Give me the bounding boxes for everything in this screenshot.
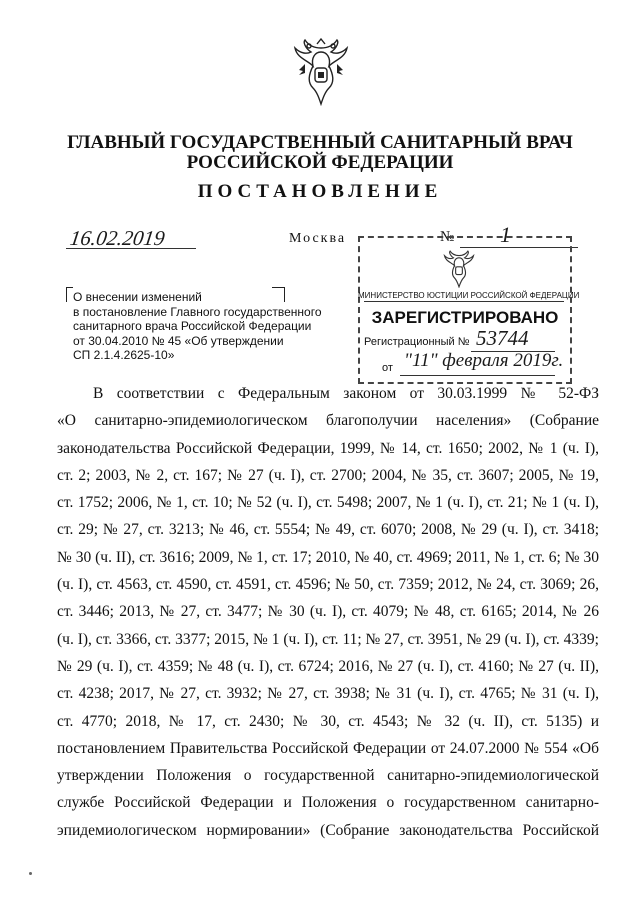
subject-line: от 30.04.2010 № 45 «Об утверждении — [73, 333, 284, 348]
body-line: «О санитарно-эпидемиологическом благополучии населения» (Собрание — [57, 412, 599, 430]
body-line: В соответствии с Федеральным законом от 30.03.1999 № 52-ФЗ — [93, 385, 599, 402]
issuing-authority-line2: РОССИЙСКОЙ ФЕДЕРАЦИИ — [186, 152, 454, 173]
body-line: ст. 1752; 2006, № 1, ст. 10; № 52 (ч. I), ст. 5498; 2007, № 1 (ч. I), ст. 21; № 1 (ч. I), — [57, 494, 599, 512]
stamp-reg-number-label: Регистрационный № — [364, 336, 470, 348]
subject-line: СП 2.1.4.2625-10» — [73, 348, 175, 363]
body-line: № 30 (ч. II), ст. 3616; 2009, № 1, ст. 17; 2010, № 40, ст. 4969; 2011, № 1, ст. 6; № 30 — [57, 548, 599, 566]
document-number-label: № — [440, 229, 455, 245]
coat-of-arms-icon — [291, 38, 351, 106]
subject-line: санитарного врача Российской Федерации — [73, 319, 312, 334]
document-type-title: ПОСТАНОВЛЕНИЕ — [197, 181, 443, 202]
document-body — [57, 380, 599, 844]
issuing-authority-line1: ГЛАВНЫЙ ГОСУДАРСТВЕННЫЙ САНИТАРНЫЙ ВРАЧ — [67, 132, 573, 153]
body-line: ст. 3446; 2013, № 27, ст. 3477; № 30 (ч. I), ст. 4079; № 48, ст. 6165; 2014, № 26 — [57, 603, 599, 621]
stamp-reg-number: 53744 — [476, 326, 529, 350]
body-line: эпидемиологическом нормировании» (Собрание законодательства Российской — [57, 821, 599, 839]
body-line: службе Российской Федерации и Положения о государственном санитарно- — [57, 794, 599, 812]
date-underline — [66, 248, 196, 249]
body-line: законодательства Российской Федерации, 1999, № 14, ст. 1650; 2002, № 1 (ч. I), — [57, 439, 599, 457]
document-number: 1 — [500, 222, 511, 247]
document-city: Москва — [289, 231, 347, 246]
stamp-coat-of-arms-icon — [442, 250, 476, 288]
body-line: постановлением Правительства Российской Федерации от 24.07.2000 № 554 «Об — [57, 739, 599, 757]
subject-line: О внесении изменений — [73, 290, 202, 304]
stamp-from-date: "11" февраля 2019г. — [404, 350, 564, 371]
registration-stamp — [358, 236, 580, 384]
body-line: ст. 4770; 2018, № 17, ст. 2430; № 30, ст. 4543; № 32 (ч. II), ст. 5135) и — [57, 712, 599, 730]
body-line: (ч. I), ст. 4563, ст. 4590, ст. 4591, ст. 4596; № 50, ст. 7359; 2012, № 24, ст. 3069; 26, — [57, 576, 599, 594]
body-line: № 29 (ч. I), ст. 4359; № 48 (ч. I), ст. 6724; 2016, № 27 (ч. I), ст. 4160; № 27 (ч. II), — [57, 657, 599, 675]
stamp-from-label: от — [382, 362, 393, 374]
stamp-divider — [364, 301, 564, 302]
body-line: (ч. I), ст. 3366, ст. 3377; 2015, № 1 (ч. I), ст. 11; № 27, ст. 3951, № 29 (ч. I), ст. 4339; — [57, 630, 599, 648]
scan-speck — [29, 872, 32, 875]
body-line: ст. 4238; 2017, № 27, ст. 3932; № 27, ст. 3938; № 31 (ч. I), ст. 4765; № 31 (ч. I), — [57, 685, 599, 703]
stamp-registered-label: ЗАРЕГИСТРИРОВАНО — [371, 308, 559, 327]
body-line: утверждении Положения о государственной санитарно-эпидемиологической — [57, 767, 599, 785]
body-line: ст. 29; № 27, ст. 3213; № 46, ст. 5554; № 49, ст. 6070; 2008, № 29 (ч. I), ст. 3418; — [57, 521, 599, 539]
subject-bracket-left — [66, 287, 73, 302]
stamp-from-underline — [400, 375, 555, 376]
stamp-ministry-name: МИНИСТЕРСТВО ЮСТИЦИИ РОССИЙСКОЙ ФЕДЕРАЦИИ — [358, 291, 580, 300]
subject-line: в постановление Главного государственного — [73, 304, 322, 319]
body-line: ст. 2; 2003, № 2, ст. 167; № 27 (ч. I), ст. 2700; 2004, № 35, ст. 3607; 2005, № 19, — [57, 466, 599, 484]
document-date: 16.02.2019 — [68, 226, 167, 250]
document-subject — [73, 290, 343, 363]
